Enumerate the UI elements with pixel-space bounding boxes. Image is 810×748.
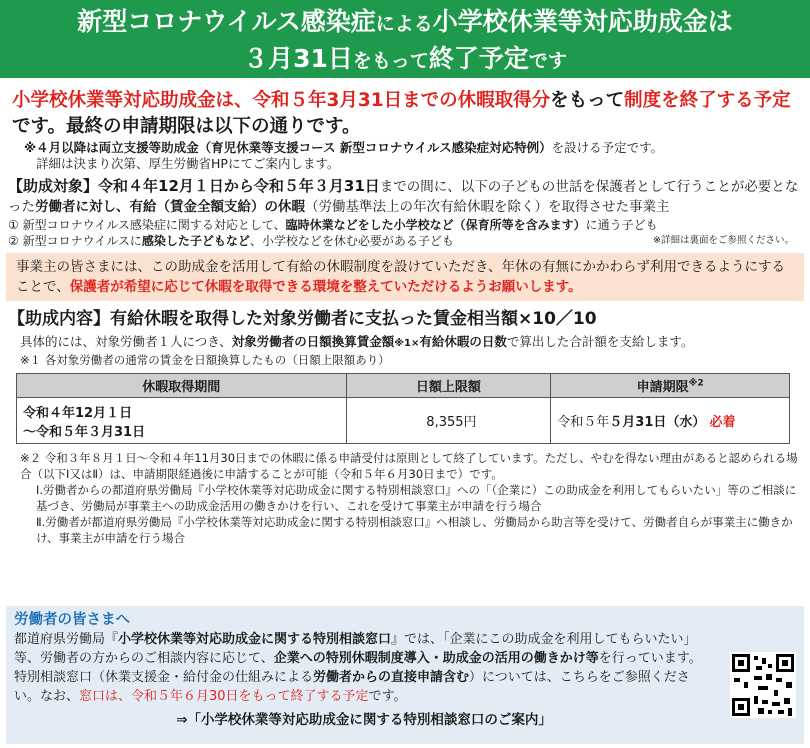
target-text: までの間に、以下の子どもの世話を保護者として行うことが必要となった bbox=[8, 179, 799, 215]
content-heading: 【助成内容】有給休暇を取得した対象労働者に支払った賃金相当額×10／10 bbox=[8, 309, 597, 329]
period-text: 令和４年12月１日 bbox=[23, 405, 133, 421]
table-header-text: 申請期限 bbox=[636, 380, 689, 395]
request-box bbox=[6, 253, 804, 301]
banner-text: ３月31日 bbox=[243, 44, 353, 73]
workers-text: 窓口は、令和５年６月30日をもって終了する予定 bbox=[79, 689, 369, 704]
workers-info-box bbox=[6, 606, 804, 744]
note-text: 詳細は決まり次第、厚生労働省HPにてご案内します。 bbox=[36, 156, 340, 171]
condition-text: 臨時休業などをした小学校など（保育所等を含みます） bbox=[285, 218, 586, 232]
consultation-link[interactable]: ⇒「小学校休業等対応助成金に関する特別相談窓口のご案内」 bbox=[176, 712, 552, 728]
intro-text: 制度を終了する予定 bbox=[624, 90, 791, 111]
condition-text: 感染した子どもなど bbox=[141, 234, 250, 248]
target-text: 労働者に対し、有給（賃金全額支給）の休暇 bbox=[35, 199, 305, 215]
banner-text: 新型コロナウイルス感染症 bbox=[77, 7, 376, 36]
condition-text: ① 新型コロナウイルス感染症に関する対応として、 bbox=[8, 218, 286, 232]
target-text: （労働基準法上の年次有給休暇を除く）を取得させた事業主 bbox=[305, 199, 670, 215]
banner-text: 小学校休業等対応助成金は bbox=[432, 7, 733, 36]
banner-line-1 bbox=[0, 5, 810, 42]
title-banner bbox=[0, 0, 810, 78]
note-text: ※４月以降は bbox=[24, 140, 99, 155]
intro-text: をもって bbox=[550, 90, 625, 111]
workers-body bbox=[14, 630, 714, 706]
content-text: 具体的には、対象労働者１人につき、 bbox=[20, 334, 232, 349]
workers-text: 』では、「企業にこの助成金を利用してもらいたい」等、労働者の方からのご相談内容に応じて、 bbox=[14, 632, 697, 666]
condition-text: 、小学校などを休む必要がある子ども bbox=[249, 234, 454, 248]
target-heading: 【助成対象】令和４年12月１日から令和５年３月31日 bbox=[8, 177, 380, 195]
qr-code[interactable] bbox=[730, 652, 796, 718]
workers-text: です。 bbox=[368, 689, 407, 704]
table-cell-deadline bbox=[551, 398, 790, 444]
table-header: 日額上限額 bbox=[346, 374, 551, 398]
condition-note: ※詳細は裏面をご参照ください。 bbox=[653, 235, 794, 246]
workers-text: を行っています。特別相談窓口（休業支援金・給付金の仕組みによる bbox=[14, 651, 702, 685]
workers-text: 小学校休業等対応助成金に関する特別相談窓口 bbox=[118, 632, 392, 647]
content-text: 対象労働者の日額換算賃金額 bbox=[231, 334, 395, 349]
qr-code-icon bbox=[730, 652, 796, 718]
banner-text: です bbox=[528, 50, 567, 72]
condition-text: に通う子ども bbox=[585, 218, 658, 232]
banner-text: 終了予定 bbox=[428, 44, 529, 73]
period-text: ～令和５年３月31日 bbox=[23, 424, 146, 440]
footnote-text: Ⅰ.労働者からの都道府県労働局『小学校休業等対応助成金に関する特別相談窓口』への「（企業に）この助成金を利用してもらいたい」等のご相談に基づき、労働局が事業主への助成金活用の働きかけを行い、これを受けて事業主が申請を行う場合 bbox=[36, 483, 797, 513]
intro-paragraph bbox=[0, 78, 810, 140]
future-note bbox=[0, 140, 810, 172]
table-header-row bbox=[17, 374, 790, 398]
note-text: を設ける予定です。 bbox=[551, 140, 664, 155]
table-cell-limit: 8,355円 bbox=[346, 398, 551, 444]
table-cell-period bbox=[17, 398, 347, 444]
request-text: 事業主の皆さまには、この助成金を活用して有給の休暇制度を設けていただき、年休の有無にかかわらず利用できるようにすることで、 bbox=[16, 259, 785, 295]
workers-text: 企業への特別休暇制度導入・助成金の活用の働きかけ等 bbox=[273, 651, 599, 666]
deadline-text: ５月31日（水） bbox=[609, 415, 706, 430]
content-text: ※1× bbox=[394, 338, 420, 349]
footnote-2 bbox=[0, 444, 810, 546]
intro-text: です。最終の申請期限は以下の通りです。 bbox=[12, 116, 361, 137]
content-detail bbox=[0, 331, 810, 369]
table-header bbox=[551, 374, 790, 398]
condition-text: ② 新型コロナウイルスに bbox=[8, 234, 142, 248]
intro-text: 小学校休業等対応助成金は、令和５年3月31日までの休暇取得分 bbox=[12, 90, 551, 111]
banner-text: をもって bbox=[352, 50, 429, 72]
workers-title: 労働者の皆さまへ bbox=[14, 612, 130, 628]
footnote-text: Ⅱ.労働者が都道府県労働局『小学校休業等対応助成金に関する特別相談窓口』へ相談し、労働局から助言等を受けて、労働者自らが事業主に働きかけ、事業主が申請を行う場合 bbox=[36, 515, 793, 545]
banner-text: による bbox=[375, 13, 433, 35]
footnote-mark: ※2 bbox=[688, 378, 704, 389]
table-row bbox=[17, 398, 790, 444]
workers-text: 労働者からの直接申請含む bbox=[313, 670, 470, 685]
footnote-text: ※２ 令和３年８月１日～令和４年11月30日までの休暇に係る申請受付は原則として終了しています。ただし、やむを得ない理由があると認められる場合（以下Ⅰ又はⅡ）は、申請期限経過後に申請することが可能（令和５年６月30日まで）です。 bbox=[20, 451, 798, 481]
table-header: 休暇取得期間 bbox=[17, 374, 347, 398]
target-conditions bbox=[0, 217, 810, 249]
target-section bbox=[0, 172, 810, 217]
content-note: ※１ 各対象労働者の通常の賃金を日額換算したもの（日額上限額あり） bbox=[20, 353, 390, 367]
content-text: 有給休暇の日数 bbox=[419, 334, 507, 349]
request-text: 保護者が希望に応じて休暇を取得できる環境を整えていただけるようお願いします。 bbox=[69, 279, 582, 295]
workers-text: 都道府県労働局『 bbox=[14, 632, 119, 647]
deadline-text: 令和５年 bbox=[557, 415, 610, 430]
deadline-table bbox=[16, 373, 790, 444]
deadline-text: 必着 bbox=[709, 415, 736, 430]
content-text: で算出した合計額を支給します。 bbox=[506, 334, 694, 349]
note-text: 両立支援等助成金（育児休業等支援コース 新型コロナウイルス感染症対応特例） bbox=[98, 140, 552, 155]
banner-line-2 bbox=[0, 42, 810, 79]
workers-text: ）については、こちらをご参照ください。なお、 bbox=[14, 670, 690, 704]
